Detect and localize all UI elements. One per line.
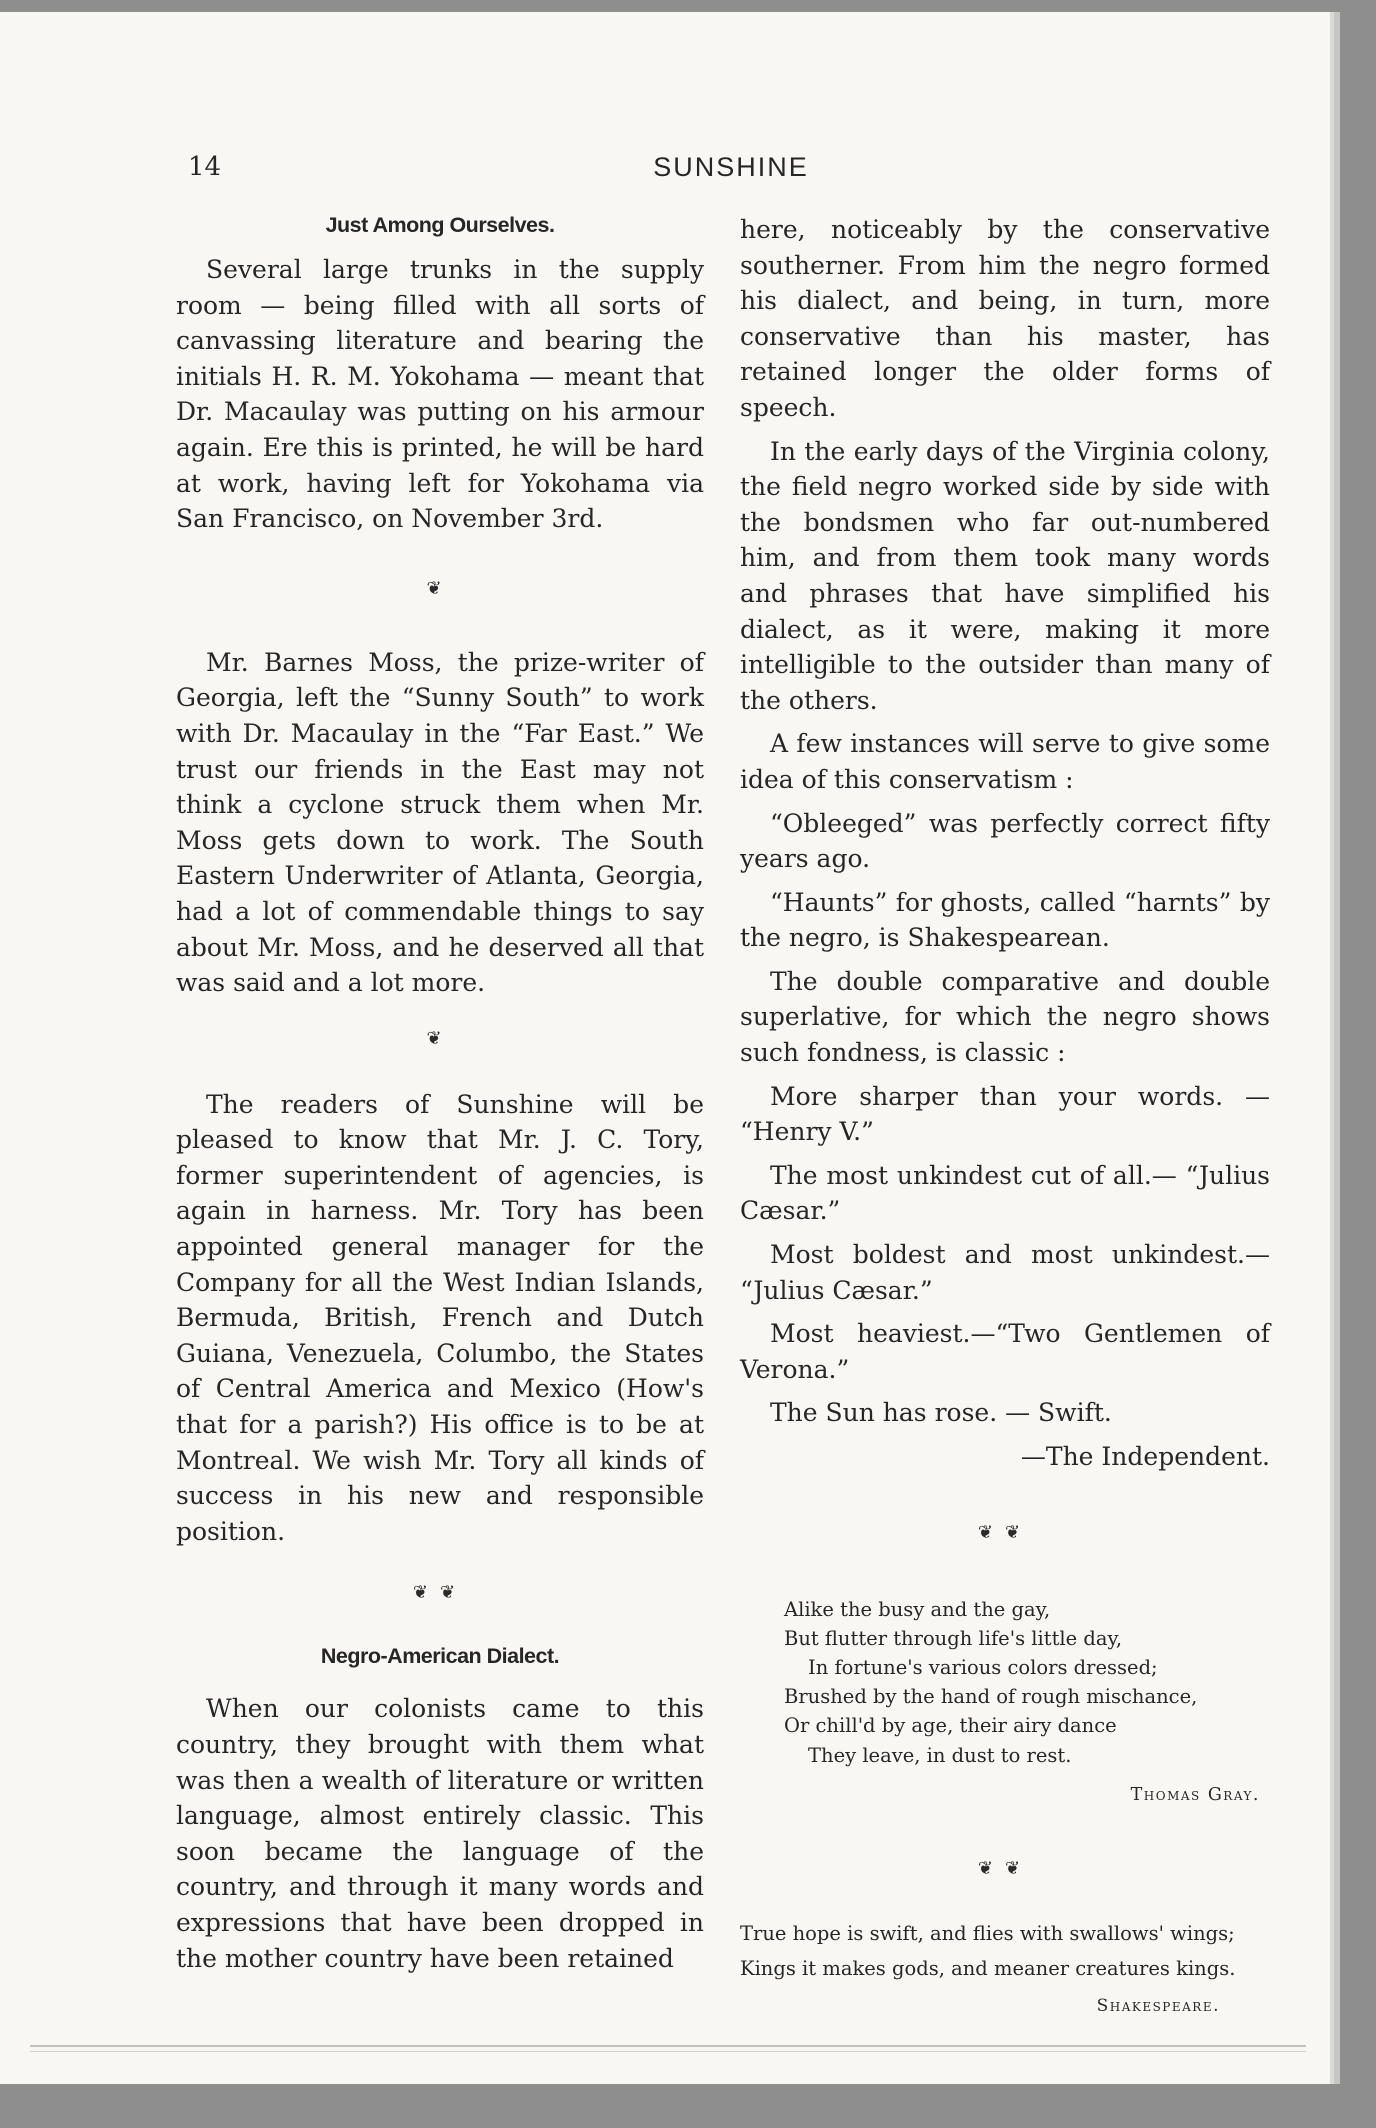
quote-line: Kings it makes gods, and meaner creatures kings.	[740, 1957, 1236, 1981]
ornament-icon: ❦❦	[977, 1858, 1033, 1880]
ornament-icon: ❦	[426, 577, 454, 599]
running-title: SUNSHINE	[653, 152, 809, 182]
quote-line: True hope is swift, and flies with swallows' wings;	[740, 1922, 1235, 1946]
poem	[784, 1595, 1270, 1770]
paragraph: When our colonists came to this country, they brought with them what was then a wealth of literature or written language, almost entirely classic. This soon became the language of the country, and through it many words and expressions that have been dropped in the mother country have been retained	[176, 1694, 704, 1973]
attribution: —The Independent.	[1020, 1442, 1270, 1471]
poem-line: Alike the busy and the gay,	[784, 1597, 1051, 1621]
poem-line: In fortune's various colors dressed;	[808, 1656, 1158, 1679]
paragraph: The double comparative and double superlative, for which the negro shows such fondness, is classic :	[740, 966, 1270, 1068]
paragraph: “Haunts” for ghosts, called “harnts” by the negro, is Shakespearean.	[740, 887, 1270, 953]
section-heading: Negro-American Dialect.	[320, 1644, 560, 1669]
poem-line: Brushed by the hand of rough mischance,	[784, 1685, 1198, 1709]
paragraph: The Sun has rose. — Swift.	[770, 1398, 1112, 1428]
quote-author: Shakespeare.	[1096, 1996, 1220, 2017]
ornament-icon: ❦	[426, 1027, 454, 1049]
paragraph: A few instances will serve to give some idea of this conservatism :	[740, 729, 1270, 794]
document-page	[0, 12, 1330, 2084]
right-column	[740, 212, 1270, 2025]
page-number: 14	[188, 152, 222, 182]
poem-line: They leave, in dust to rest.	[808, 1743, 1072, 1767]
paragraph: “Obleeged” was perfectly correct fifty years ago.	[740, 808, 1270, 874]
paragraph: In the early days of the Virginia colony, the field negro worked side by side with the bondsmen who far out-numbered him, and from them took many words and phrases that have simplified his dialect, as it were, making it more intelligible to the outsider than many of the others.	[740, 436, 1270, 715]
page-bottom-edge	[30, 2045, 1306, 2052]
paragraph: Most boldest and most unkindest.— “Julius Cæsar.”	[740, 1240, 1270, 1305]
poem-line: But flutter through life's little day,	[784, 1626, 1123, 1650]
ornament-icon: ❦❦	[977, 1521, 1033, 1543]
paragraph: More sharper than your words. — “Henry V.”	[740, 1081, 1270, 1147]
paragraph: Mr. Barnes Moss, the prize-writer of Georgia, left the “Sunny South” to work with Dr. Macaulay in the “Far East.” We trust our friends in the East may not think a cyclone struck them when Mr. Moss gets down to work. The South Eastern Underwriter of Atlanta, Georgia, had a lot of commendable things to say about Mr. Moss, and he deserved all that was said and a lot more.	[176, 647, 704, 998]
paragraph: The readers of Sunshine will be pleased to know that Mr. J. C. Tory, former superintendent of agencies, is again in harness. Mr. Tory has been appointed general manager for the Company for all the West Indian Islands, Bermuda, British, French and Dutch Guiana, Venezuela, Columbo, the States of Central America and Mexico (How's that for a parish?) His office is to be at Montreal. We wish Mr. Tory all kinds of success in his new and responsible position.	[176, 1089, 704, 1546]
left-column	[176, 212, 704, 1976]
poem-line: Or chill'd by age, their airy dance	[784, 1714, 1117, 1738]
paragraph: Several large trunks in the supply room — being filled with all sorts of canvassing literature and bearing the initials H. R. M. Yokohama — meant that Dr. Macaulay was putting on his armour again. Ere this is printed, he will be hard at work, having left for Yokohama via San Francisco, on November 3rd.	[176, 255, 704, 534]
quotation	[740, 1919, 1270, 1983]
paragraph: The most unkindest cut of all.— “Julius Cæsar.”	[740, 1160, 1270, 1226]
section-heading: Just Among Ourselves.	[325, 213, 555, 237]
paragraph: Most heaviest.—“Two Gentlemen of Verona.”	[740, 1319, 1270, 1384]
poem-author: Thomas Gray.	[1130, 1784, 1260, 1805]
ornament-icon: ❦❦	[412, 1582, 468, 1604]
paragraph: here, noticeably by the conservative southerner. From him the negro formed his dialect, and being, in turn, more conservative than his master, has retained longer the older forms of speech.	[740, 215, 1270, 422]
